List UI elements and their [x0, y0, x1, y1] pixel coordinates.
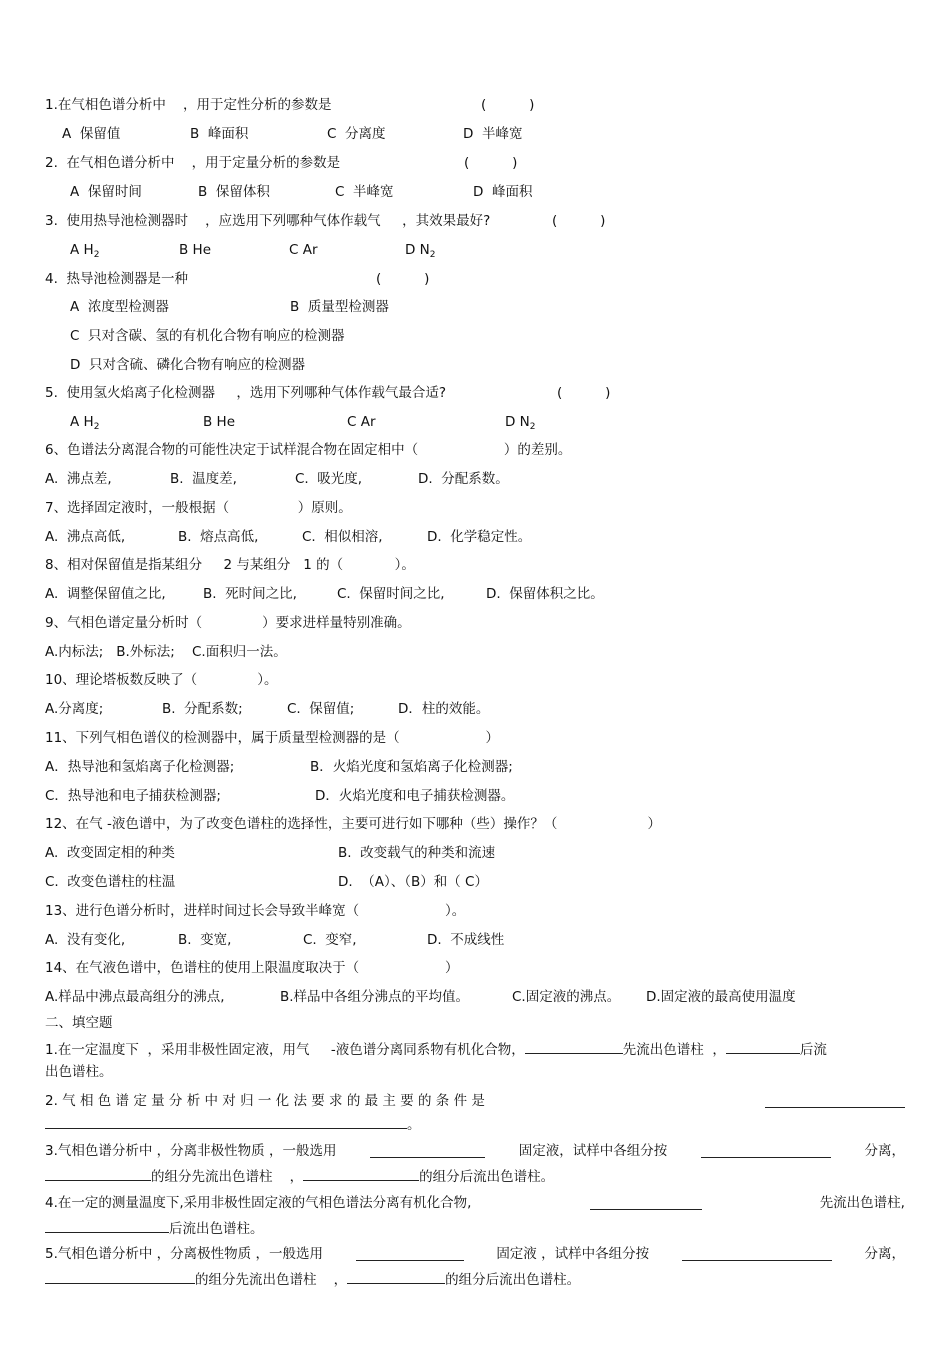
q9-stem: 9、气相色谱定量分析时（ ）要求进样量特别准确。: [45, 615, 411, 631]
q12-stem: 12、在气 -液色谱中，为了改变色谱柱的选择性，主要可进行如下哪种（些）操作？（ ）: [45, 816, 661, 832]
fill5-blank-2[interactable]: [682, 1247, 832, 1261]
q13-option-d: D. 不成线性: [427, 932, 505, 948]
q8-stem: 8、相对保留值是指某组分 2 与某组分 1 的（ ）。: [45, 557, 415, 573]
q7-option-b: B. 熔点高低,: [178, 529, 259, 545]
fill3-blank-2[interactable]: [701, 1144, 831, 1158]
fill4-blank-2[interactable]: [45, 1219, 169, 1233]
q3-stem: 3. 使用热导池检测器时 ，应选用下列哪种气体作载气 ，其效果最好?: [45, 213, 491, 229]
q6-option-b: B. 温度差,: [170, 471, 237, 487]
q13-option-a: A. 没有变化,: [45, 932, 126, 948]
q6-option-a: A. 沸点差,: [45, 471, 112, 487]
fill1-blank-1[interactable]: [525, 1040, 623, 1054]
fill1-line2: 出色谱柱。: [45, 1064, 113, 1080]
q3-option-d: D $N_2$: [405, 242, 436, 260]
q7-stem: 7、选择固定液时，一般根据（ ）原则。: [45, 500, 352, 516]
fill2-blank-1[interactable]: [765, 1094, 905, 1108]
fill4-blank-1[interactable]: [590, 1196, 702, 1210]
fill3-blank-3[interactable]: [45, 1167, 151, 1181]
q1-option-c: C 分离度: [327, 126, 386, 142]
q1-option-b: B 峰面积: [190, 126, 249, 142]
q4-option-c: C 只对含碳、氢的有机化合物有响应的检测器: [70, 328, 345, 344]
fill5-line1: 5.气相色谱分析中 ，分离极性物质 ，一般选用 固定液 ，试样中各组分按 分离，: [45, 1246, 905, 1262]
q14-option-a: A.样品中沸点最高组分的沸点,: [45, 989, 225, 1005]
fill3-blank-1[interactable]: [370, 1144, 485, 1158]
q14-stem: 14、在气液色谱中，色谱柱的使用上限温度取决于（ ）: [45, 960, 459, 976]
q11-option-a: A．热导池和氢焰离子化检测器;: [45, 759, 235, 775]
fill3-line1: 3.气相色谱分析中 ，分离非极性物质 ，一般选用 固定液，试样中各组分按 分离，: [45, 1143, 905, 1159]
q11-option-c: C．热导池和电子捕获检测器;: [45, 788, 221, 804]
fill2-line2: 。: [45, 1115, 421, 1134]
q10-option-d: D．柱的效能。: [398, 701, 490, 717]
q5-option-b: B He: [203, 414, 236, 430]
q5-option-a: A $H_2$: [70, 414, 100, 432]
fill2-blank-2[interactable]: [45, 1115, 407, 1129]
q11-option-b: B．火焰光度和氢焰离子化检测器;: [310, 759, 513, 775]
q4-option-a: A 浓度型检测器: [70, 299, 169, 315]
q2-stem: 2. 在气相色谱分析中 ，用于定量分析的参数是: [45, 155, 341, 171]
q2-answer-paren: ( ): [464, 155, 518, 171]
section-title: 二、填空题: [45, 1015, 113, 1031]
q13-stem: 13、进行色谱分析时，进样时间过长会导致半峰宽（ ）。: [45, 903, 466, 919]
q1-option-a: A 保留值: [62, 126, 121, 142]
q5-option-d: D $N_2$: [505, 414, 536, 432]
q5-answer-paren: ( ): [557, 385, 611, 401]
q1-option-d: D 半峰宽: [463, 126, 523, 142]
q14-option-b: B.样品中各组分沸点的平均值。: [280, 989, 470, 1005]
q10-option-b: B. 分配系数;: [162, 701, 243, 717]
fill5-blank-4[interactable]: [347, 1270, 445, 1284]
fill3-blank-4[interactable]: [303, 1167, 419, 1181]
q14-option-c: C.固定液的沸点。: [512, 989, 621, 1005]
q8-option-b: B. 死时间之比,: [203, 586, 297, 602]
fill4-line2: 后流出色谱柱。: [45, 1219, 264, 1238]
fill5-line2: 的组分先流出色谱柱 ， 的组分后流出色谱柱。: [45, 1270, 580, 1289]
q11-stem: 11、下列气相色谱仪的检测器中，属于质量型检测器的是（ ）: [45, 730, 500, 746]
q3-option-b: B He: [179, 242, 212, 258]
q11-option-d: D．火焰光度和电子捕获检测器。: [315, 788, 515, 804]
q13-option-c: C. 变窄,: [303, 932, 357, 948]
fill4-line1: 4.在一定的测量温度下,采用非极性固定液的气相色谱法分离有机化合物, 先流出色谱柱,: [45, 1195, 905, 1211]
q2-option-b: B 保留体积: [198, 184, 270, 200]
q10-stem: 10、理论塔板数反映了（ ）。: [45, 672, 278, 688]
q4-option-b: B 质量型检测器: [290, 299, 389, 315]
fill2-line1: 2. 气 相 色 谱 定 量 分 析 中 对 归 一 化 法 要 求 的 最 主 要 的 条 件 是: [45, 1092, 905, 1110]
q2-option-a: A 保留时间: [70, 184, 142, 200]
q6-option-c: C. 吸光度,: [295, 471, 363, 487]
q14-option-d: D.固定液的最高使用温度: [646, 989, 796, 1005]
q7-option-a: A. 沸点高低,: [45, 529, 126, 545]
q10-option-c: C. 保留值;: [287, 701, 355, 717]
q12-option-d: D. （A）、（B）和（ C）: [338, 874, 488, 890]
fill5-blank-3[interactable]: [45, 1270, 195, 1284]
q5-stem: 5. 使用氢火焰离子化检测器 ，选用下列哪种气体作载气最合适?: [45, 385, 447, 401]
q12-option-a: A. 改变固定相的种类: [45, 845, 175, 861]
q12-option-c: C. 改变色谱柱的柱温: [45, 874, 176, 890]
q6-option-d: D. 分配系数。: [418, 471, 509, 487]
fill3-line2: 的组分先流出色谱柱 ， 的组分后流出色谱柱。: [45, 1167, 554, 1186]
q1-answer-paren: ( ): [481, 97, 535, 113]
q8-option-d: D. 保留体积之比。: [486, 586, 604, 602]
q3-option-a: A $H_2$: [70, 242, 100, 260]
fill1-line1: 1.在一定温度下 ，采用非极性固定液，用气 -液色谱分离同系物有机化合物， 先流出色谱柱 ， 后流: [45, 1042, 827, 1058]
q6-stem: 6、色谱法分离混合物的可能性决定于试样混合物在固定相中（ ）的差别。: [45, 442, 572, 458]
q8-option-a: A. 调整保留值之比,: [45, 586, 166, 602]
q4-answer-paren: ( ): [376, 271, 430, 287]
q13-option-b: B. 变宽,: [178, 932, 232, 948]
q8-option-c: C. 保留时间之比,: [337, 586, 445, 602]
q2-option-d: D 峰面积: [473, 184, 533, 200]
q3-answer-paren: ( ): [552, 213, 606, 229]
fill5-blank-1[interactable]: [356, 1247, 464, 1261]
q7-option-d: D. 化学稳定性。: [427, 529, 532, 545]
q4-option-d: D 只对含硫、磷化合物有响应的检测器: [70, 357, 305, 373]
q9-options: A.内标法; B.外标法; C.面积归一法。: [45, 644, 287, 660]
q12-option-b: B. 改变载气的种类和流速: [338, 845, 496, 861]
q2-option-c: C 半峰宽: [335, 184, 394, 200]
q4-stem: 4. 热导池检测器是一种: [45, 271, 188, 287]
q10-option-a: A.分离度;: [45, 701, 104, 717]
q1-stem: 1.在气相色谱分析中 ，用于定性分析的参数是: [45, 97, 332, 113]
q5-option-c: C Ar: [347, 414, 376, 430]
q3-option-c: C Ar: [289, 242, 318, 258]
q7-option-c: C. 相似相溶,: [302, 529, 383, 545]
fill1-blank-2[interactable]: [726, 1040, 800, 1054]
